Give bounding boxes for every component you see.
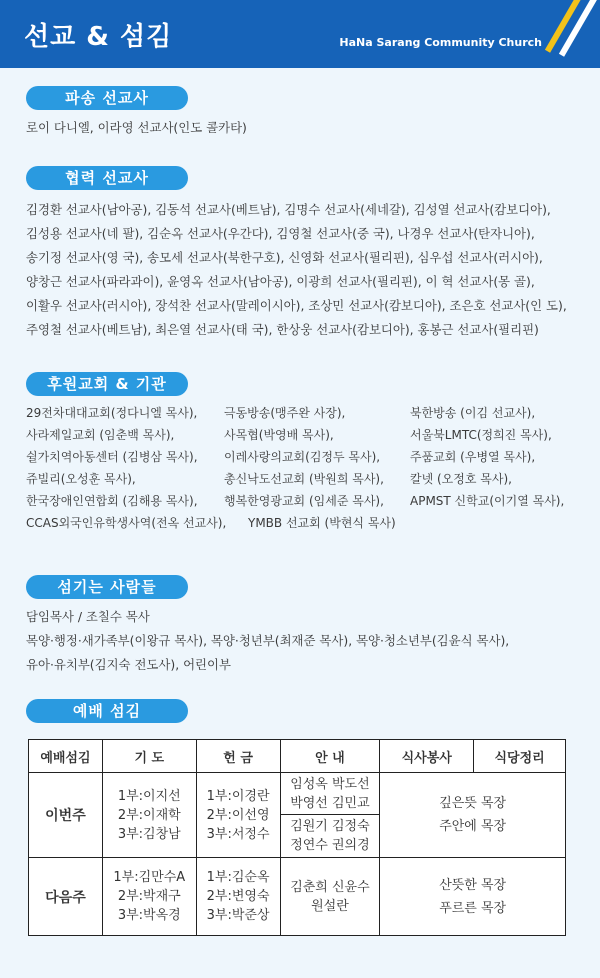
support-item: 이레사랑의교회(김정두 목사),: [224, 450, 381, 464]
this-week-usher-a: [280, 773, 380, 815]
table-header-row: [29, 740, 566, 773]
worship-table: [28, 739, 566, 936]
dispatch-section: [26, 86, 582, 140]
servants-line: 유아·유치부(김지숙 전도사), 어린이부: [26, 657, 231, 672]
offering-name: 3부:서정수: [206, 826, 270, 842]
usher-name: 원설란: [311, 898, 349, 914]
support-item: 사라제일교회 (임춘백 목사),: [26, 428, 175, 442]
support-item: 29전차대대교회(정다니엘 목사),: [26, 406, 198, 420]
table-row: [29, 858, 566, 936]
worship-section: [26, 699, 582, 723]
partner-line: 송기정 선교사(영 국), 송모세 선교사(북한구호), 신영화 선교사(필리핀), 심우섭 선교사(러시아),: [26, 250, 543, 265]
next-week-offering: [196, 858, 280, 936]
this-week-meal: [380, 773, 566, 858]
support-item: 칼넷 (오정호 목사),: [410, 472, 512, 486]
white-stripe-icon: [559, 0, 599, 57]
prayer-name: 3부:김창남: [117, 826, 181, 842]
header-cell: 식사봉사: [380, 740, 474, 773]
dispatch-label: 파송 선교사: [26, 86, 188, 110]
dispatch-text: 로이 다니엘, 이라영 선교사(인도 콜카타): [26, 120, 247, 135]
usher-name: 김원기 김정숙: [290, 819, 370, 834]
partner-label: 협력 선교사: [26, 166, 188, 190]
meal-team: 산뜻한 목장: [439, 877, 507, 893]
this-week-offering: [196, 773, 280, 858]
support-item: APMST 신학교(이기열 목사),: [410, 494, 565, 508]
servants-line: 담임목사 / 조칠수 목사: [26, 609, 150, 624]
support-item: 극동방송(맹주완 사장),: [224, 406, 346, 420]
servants-section: [26, 575, 582, 677]
prayer-name: 3부:박옥경: [117, 908, 181, 923]
usher-name: 김춘희 신윤수: [290, 879, 370, 895]
support-label: 후원교회 & 기관: [26, 372, 188, 396]
support-item: 주품교회 (우병열 목사),: [410, 450, 536, 464]
support-item: 서울북LMTC(정희진 목사),: [410, 428, 552, 442]
this-week-usher-b: [280, 815, 380, 858]
header-cell: 식당정리: [474, 740, 566, 773]
partner-line: 김경환 선교사(남아공), 김동석 선교사(베트남), 김명수 선교사(세네갈), 김성열 선교사(캄보디아),: [26, 202, 551, 217]
support-item: 사목협(박영배 목사),: [224, 428, 334, 442]
support-item: 쉴가치역아동센터 (김병삼 목사),: [26, 450, 198, 464]
prayer-name: 2부:박재구: [117, 889, 181, 904]
this-week-label: 이번주: [29, 773, 103, 858]
header-cell: 헌 금: [196, 740, 280, 773]
servants-label: 섬기는 사람들: [26, 575, 188, 599]
support-item: 쥬빌리(오성훈 목사),: [26, 472, 136, 486]
support-item: 한국장애인연합회 (김해용 목사),: [26, 494, 198, 508]
prayer-name: 2부:이재학: [117, 807, 181, 823]
table-row: [29, 773, 566, 815]
partner-line: 김성용 선교사(네 팔), 김순옥 선교사(우간다), 김영철 선교사(중 국), 나경우 선교사(탄자니아),: [26, 226, 535, 241]
header-cell: 기 도: [102, 740, 196, 773]
partner-line: 이활우 선교사(러시아), 장석찬 선교사(말레이시아), 조상민 선교사(캄보디아), 조은호 선교사(인 도),: [26, 298, 567, 313]
header-banner: [0, 0, 600, 68]
church-name: HaNa Sarang Community Church: [339, 36, 542, 49]
support-item: 총신낙도선교회 (박원희 목사),: [224, 472, 384, 486]
usher-name: 박영선 김민교: [290, 795, 370, 811]
prayer-name: 1부:김만수A: [113, 870, 186, 885]
offering-name: 1부:이경란: [206, 788, 270, 804]
prayer-name: 1부:이지선: [117, 788, 181, 804]
offering-name: 2부:변영숙: [206, 889, 270, 904]
partner-line: 주영철 선교사(베트남), 최은열 선교사(태 국), 한상웅 선교사(캄보디아), 홍봉근 선교사(필리핀): [26, 322, 539, 337]
usher-name: 정연수 권의경: [290, 838, 370, 853]
servants-line: 목양·행정·새가족부(이왕규 목사), 목양·청년부(최재준 목사), 목양·청소년부(김윤식 목사),: [26, 633, 510, 648]
next-week-meal: [380, 858, 566, 936]
offering-name: 1부:김순옥: [206, 870, 270, 885]
next-week-prayer: [102, 858, 196, 936]
partner-line: 양창근 선교사(파라과이), 윤영옥 선교사(남아공), 이광희 선교사(필리핀), 이 혁 선교사(몽 골),: [26, 274, 535, 289]
this-week-prayer: [102, 773, 196, 858]
partner-section: [26, 166, 582, 342]
support-item: CCAS외국인유학생사역(전옥 선교사),: [26, 516, 227, 530]
support-grid: [26, 402, 582, 534]
meal-team: 푸르른 목장: [439, 900, 507, 916]
support-item: [410, 512, 582, 534]
offering-name: 3부:박준상: [206, 908, 270, 923]
header-cell: 예배섬김: [29, 740, 103, 773]
meal-team: 주안에 목장: [439, 819, 507, 834]
worship-label: 예배 섬김: [26, 699, 188, 723]
header-cell: 안 내: [280, 740, 380, 773]
meal-team: 깊은뜻 목장: [439, 796, 507, 811]
offering-name: 2부:이선영: [206, 807, 270, 823]
usher-name: 임성옥 박도선: [290, 776, 370, 792]
next-week-usher: [280, 858, 380, 936]
next-week-label: 다음주: [29, 858, 103, 936]
page-title: 선교 & 섬김: [24, 22, 173, 52]
support-item: 북한방송 (이김 선교사),: [410, 406, 536, 420]
support-item: YMBB 선교회 (박현식 목사): [248, 516, 396, 530]
support-section: [26, 372, 582, 534]
support-item: 행복한영광교회 (임세준 목사),: [224, 494, 384, 508]
